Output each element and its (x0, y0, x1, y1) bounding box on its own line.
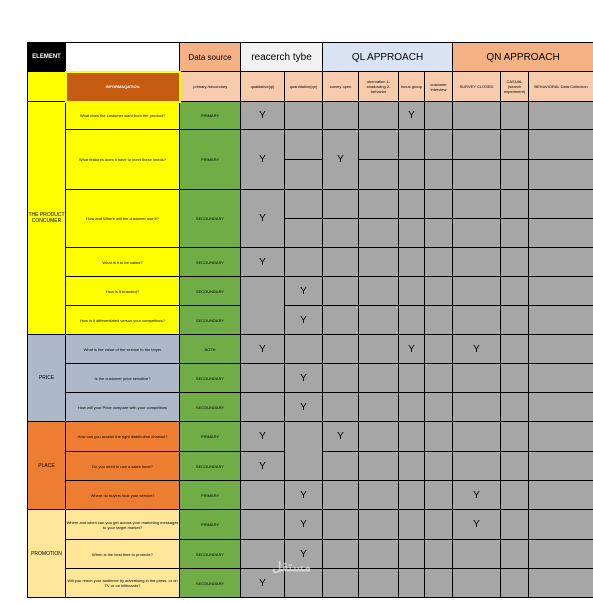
empty-cell (453, 393, 501, 422)
empty-cell (359, 130, 399, 160)
empty-cell (359, 422, 399, 452)
empty-cell (399, 248, 425, 277)
source-cell: BOTH (180, 335, 241, 364)
table-row (28, 130, 593, 160)
empty-cell (323, 481, 359, 510)
table-row (28, 277, 593, 306)
question-cell: What does the customer want from the product? (66, 102, 180, 130)
group-price: PRICE (28, 335, 66, 422)
source-cell: SECOUNDARY (180, 540, 241, 569)
empty-cell (425, 219, 453, 248)
mark-cell: Y (453, 481, 501, 510)
empty-cell (425, 452, 453, 481)
empty-cell (501, 335, 529, 364)
group-product: THE PRODUCT CONCUMER (28, 102, 66, 335)
question-cell: How can you access the right distribution channel? (66, 422, 180, 452)
mark-cell: Y (241, 190, 285, 248)
empty-cell (399, 306, 425, 335)
empty-cell (399, 160, 425, 190)
empty-cell (501, 481, 529, 510)
empty-cell (453, 277, 501, 306)
source-cell: SECOUNDARY (180, 569, 241, 598)
empty-cell (425, 393, 453, 422)
source-cell: SECOUNDARY (180, 277, 241, 306)
empty-cell (425, 130, 453, 160)
empty-cell (501, 364, 529, 393)
empty-cell (529, 219, 593, 248)
table-row (28, 364, 593, 393)
table-row (28, 393, 593, 422)
empty-cell (453, 160, 501, 190)
table-row (28, 481, 593, 510)
source-cell: SECOUNDARY (180, 393, 241, 422)
empty-cell (453, 422, 501, 452)
question-cell: What is it to be called? (66, 248, 180, 277)
empty-cell (425, 102, 453, 130)
question-cell: What features does it have to meet these needs? (66, 130, 180, 190)
question-cell: When is the best time to promote? (66, 540, 180, 569)
empty-cell (323, 452, 359, 481)
empty-cell (529, 335, 593, 364)
empty-cell (285, 102, 323, 130)
question-cell: Is the customer price sensitive? (66, 364, 180, 393)
empty-cell (453, 219, 501, 248)
mark-cell: Y (241, 335, 285, 364)
group-promotion: PROMOTION (28, 510, 66, 598)
mark-cell: Y (285, 510, 323, 540)
empty-cell (359, 190, 399, 219)
empty-cell (425, 540, 453, 569)
empty-cell (529, 569, 593, 598)
empty-cell (359, 569, 399, 598)
primary-secondary-header: primary /secondary (180, 72, 241, 102)
empty-cell (323, 306, 359, 335)
data-source-header: Data source (180, 43, 241, 72)
empty-cell (285, 248, 323, 277)
empty-cell (425, 335, 453, 364)
empty-cell (425, 248, 453, 277)
empty-cell (359, 102, 399, 130)
research-table (27, 42, 593, 598)
empty-cell (323, 393, 359, 422)
mark-cell: Y (285, 364, 323, 393)
mark-cell: Y (453, 510, 501, 540)
empty-cell (323, 102, 359, 130)
source-cell: SECOUNDARY (180, 452, 241, 481)
empty-cell (359, 277, 399, 306)
empty-cell (453, 364, 501, 393)
empty-cell (529, 452, 593, 481)
empty-cell (453, 569, 501, 598)
mark-cell: Y (285, 393, 323, 422)
mark-cell: Y (285, 481, 323, 510)
empty-cell (359, 452, 399, 481)
empty-cell (425, 306, 453, 335)
empty-cell (501, 510, 529, 540)
empty-cell (529, 102, 593, 130)
table-row (28, 510, 593, 540)
empty-cell (285, 335, 323, 364)
research-type-header: reacerch tybe (241, 43, 323, 72)
empty-cell (241, 364, 285, 393)
mark-cell: Y (241, 452, 285, 481)
question-cell: Do you need to use a sales force? (66, 452, 180, 481)
empty-cell (425, 569, 453, 598)
question-cell: Where and when can you get across your marketing messages to your target market? (66, 510, 180, 540)
source-cell: PRIMARY (180, 130, 241, 190)
question-cell: What is the value of the service to the buyer (66, 335, 180, 364)
header-row-2 (28, 72, 593, 102)
empty-cell (399, 277, 425, 306)
empty-cell (529, 160, 593, 190)
mark-cell: Y (241, 130, 285, 190)
empty-cell (323, 540, 359, 569)
empty-cell (359, 160, 399, 190)
empty-cell (453, 306, 501, 335)
mark-cell: Y (323, 422, 359, 452)
empty-cell (323, 248, 359, 277)
empty-cell (399, 364, 425, 393)
source-cell: PRIMARY (180, 510, 241, 540)
empty-cell (323, 219, 359, 248)
empty-cell (359, 393, 399, 422)
empty-cell (285, 219, 323, 248)
empty-cell (399, 422, 425, 452)
table-row (28, 335, 593, 364)
empty-cell (501, 306, 529, 335)
question-cell: Where do buyers look your service? (66, 481, 180, 510)
empty-cell (529, 393, 593, 422)
source-cell: SECOUNDARY (180, 364, 241, 393)
informaction-header: INFORMAQATION (66, 72, 180, 102)
question-cell: How is it branded? (66, 277, 180, 306)
empty-cell (399, 481, 425, 510)
empty-cell (425, 277, 453, 306)
mark-cell: Y (285, 306, 323, 335)
empty-cell (425, 160, 453, 190)
empty-cell (529, 481, 593, 510)
empty-cell (501, 569, 529, 598)
empty-cell (359, 335, 399, 364)
empty-cell (399, 190, 425, 219)
focus-group-header: focus group (399, 72, 425, 102)
mark-cell: Y (241, 422, 285, 452)
mark-cell: Y (399, 335, 425, 364)
observation-header: obervation 1-shadowing 2- behavior (359, 72, 399, 102)
mark-cell: Y (241, 102, 285, 130)
empty-cell (529, 130, 593, 160)
empty-cell (529, 510, 593, 540)
table-row (28, 102, 593, 130)
source-cell: SECOUNDARY (180, 306, 241, 335)
empty-cell (323, 335, 359, 364)
empty-cell (501, 219, 529, 248)
empty-cell (529, 306, 593, 335)
source-cell: SECOUNDARY (180, 248, 241, 277)
empty-cell (323, 190, 359, 219)
empty-cell (529, 540, 593, 569)
empty-cell (425, 422, 453, 452)
question-cell: How is it differentiated versus your competitors? (66, 306, 180, 335)
mark-cell: Y (323, 130, 359, 190)
empty-cell (241, 277, 285, 335)
empty-cell (359, 540, 399, 569)
empty-cell (501, 190, 529, 219)
empty-cell (323, 510, 359, 540)
element-column-cell (28, 72, 66, 102)
empty-cell (399, 130, 425, 160)
empty-cell (453, 248, 501, 277)
empty-cell (453, 130, 501, 160)
table-row (28, 306, 593, 335)
watermark-logo: مستقل (272, 559, 311, 574)
table-row (28, 422, 593, 452)
empty-cell (529, 364, 593, 393)
empty-cell (359, 248, 399, 277)
blank-header-cell (66, 43, 180, 72)
empty-cell (529, 422, 593, 452)
empty-cell (529, 277, 593, 306)
element-header: ELEMENT (28, 43, 66, 72)
empty-cell (399, 569, 425, 598)
empty-cell (399, 219, 425, 248)
empty-cell (529, 248, 593, 277)
mark-cell: Y (241, 248, 285, 277)
source-cell: PRIMARY (180, 481, 241, 510)
empty-cell (399, 393, 425, 422)
empty-cell (501, 452, 529, 481)
empty-cell (501, 248, 529, 277)
source-cell: PRIMARY (180, 102, 241, 130)
group-place: PLACE (28, 422, 66, 510)
source-cell: SECOUNDARY (180, 190, 241, 248)
table-row (28, 190, 593, 219)
customer-interview-header: customer interview (425, 72, 453, 102)
empty-cell (323, 364, 359, 393)
empty-cell (359, 219, 399, 248)
empty-cell (501, 160, 529, 190)
behavioral-header: BEHAVIORAL Data Collection (529, 72, 593, 102)
empty-cell (285, 130, 323, 160)
empty-cell (425, 510, 453, 540)
source-cell: PRIMARY (180, 422, 241, 452)
empty-cell (399, 540, 425, 569)
empty-cell (501, 277, 529, 306)
empty-cell (453, 190, 501, 219)
empty-cell (501, 102, 529, 130)
header-row-1 (28, 43, 593, 72)
qn-approach-header: QN APPROACH (453, 43, 593, 72)
empty-cell (323, 277, 359, 306)
empty-cell (323, 569, 359, 598)
mark-cell: Y (241, 569, 285, 598)
empty-cell (453, 102, 501, 130)
empty-cell (399, 510, 425, 540)
mark-cell: Y (453, 335, 501, 364)
empty-cell (501, 540, 529, 569)
empty-cell (285, 190, 323, 219)
table-row (28, 248, 593, 277)
question-cell: How and Where will the customer use it? (66, 190, 180, 248)
question-cell: How will your Price compare with your competitors (66, 393, 180, 422)
question-cell: Will you reach your audience by advertising in the press, or on TV or on billboards? (66, 569, 180, 598)
empty-cell (359, 481, 399, 510)
empty-cell (241, 481, 285, 510)
empty-cell (453, 540, 501, 569)
empty-cell (285, 422, 323, 481)
survey-open-header: survey open (323, 72, 359, 102)
empty-cell (453, 452, 501, 481)
empty-cell (425, 481, 453, 510)
empty-cell (501, 130, 529, 160)
empty-cell (241, 510, 285, 540)
survey-closed-header: SURVEY CLOSED (453, 72, 501, 102)
empty-cell (359, 364, 399, 393)
empty-cell (425, 190, 453, 219)
empty-cell (359, 510, 399, 540)
mark-cell: Y (399, 102, 425, 130)
empty-cell (399, 452, 425, 481)
empty-cell (425, 364, 453, 393)
empty-cell (501, 422, 529, 452)
empty-cell (501, 393, 529, 422)
empty-cell (359, 306, 399, 335)
empty-cell (241, 393, 285, 422)
casual-header: CASUAL (search experiment) (501, 72, 529, 102)
quantitative-header: quantitative(qn) (285, 72, 323, 102)
mark-cell: Y (285, 277, 323, 306)
qualitative-header: qualitative(ql) (241, 72, 285, 102)
mark-cell: Y (285, 540, 323, 569)
empty-cell (285, 160, 323, 190)
ql-approach-header: QL APPROACH (323, 43, 453, 72)
empty-cell (529, 190, 593, 219)
